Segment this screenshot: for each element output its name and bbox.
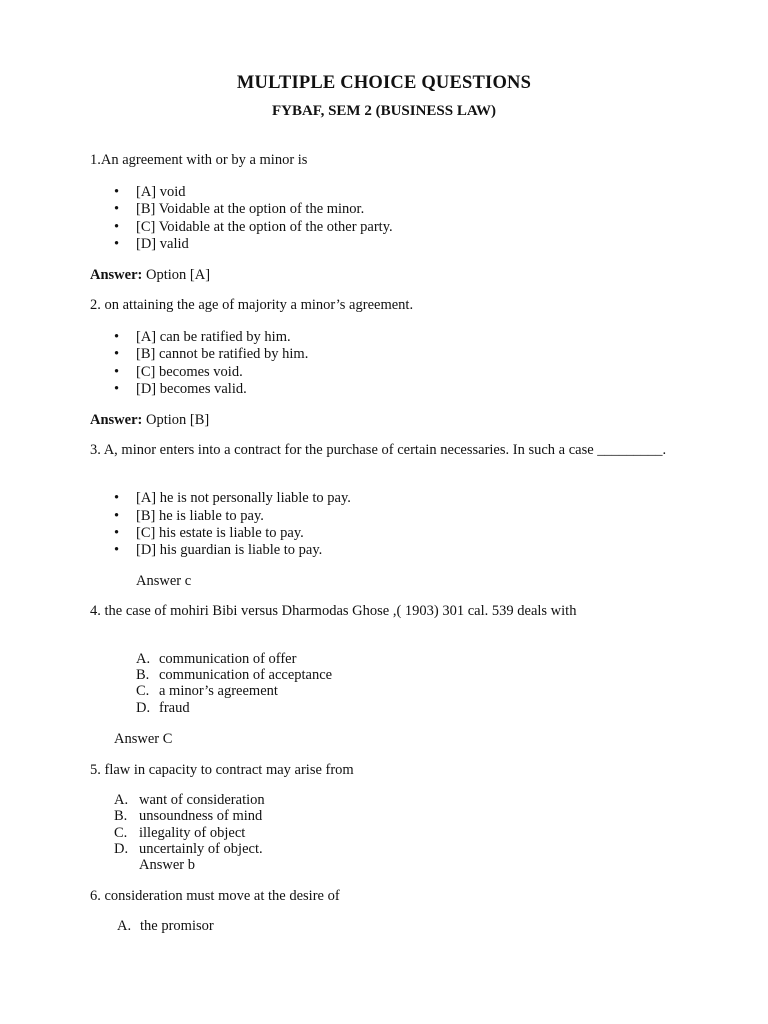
q5-option-b: unsoundness of mind — [139, 808, 263, 824]
q3-option-c: [C] his estate is liable to pay. — [136, 525, 304, 541]
q6-option-letter: A. — [117, 918, 132, 934]
q1-answer-value: Option [A] — [145, 267, 211, 283]
page-subtitle: FYBAF, SEM 2 (BUSINESS LAW) — [271, 103, 497, 119]
q1-option-a: [A] void — [136, 184, 186, 200]
q4-option-a: communication of offer — [159, 651, 297, 667]
q4-option-letter: A. — [136, 651, 151, 667]
q4-option-d: fraud — [159, 700, 190, 716]
q2-option-a: [A] can be ratified by him. — [136, 329, 291, 345]
q1-answer — [90, 267, 210, 284]
q5-option-letter: A. — [114, 792, 129, 808]
question-6-text: 6. consideration must move at the desire of — [90, 888, 340, 904]
q5-option-letter: D. — [114, 841, 129, 857]
bullet-icon: • — [114, 329, 120, 345]
q3-answer: Answer c — [136, 573, 192, 589]
bullet-icon: • — [114, 219, 120, 235]
bullet-icon: • — [114, 201, 120, 217]
q5-option-a: want of consideration — [139, 792, 265, 808]
q4-option-b: communication of acceptance — [159, 667, 333, 683]
q2-option-d: [D] becomes valid. — [136, 381, 247, 397]
bullet-icon: • — [114, 346, 120, 362]
q5-option-d: uncertainly of object. — [139, 841, 263, 857]
bullet-icon: • — [114, 381, 120, 397]
q1-option-b: [B] Voidable at the option of the minor. — [136, 201, 365, 217]
q5-answer: Answer b — [139, 857, 195, 873]
q2-option-b: [B] cannot be ratified by him. — [136, 346, 309, 362]
q4-option-c: a minor’s agreement — [159, 683, 278, 699]
bullet-icon: • — [114, 490, 120, 506]
q5-option-letter: C. — [114, 825, 128, 841]
bullet-icon: • — [114, 508, 120, 524]
question-5-text: 5. flaw in capacity to contract may arise from — [90, 762, 354, 778]
bullet-icon: • — [114, 542, 120, 558]
q4-option-letter: B. — [136, 667, 150, 683]
question-1-text: 1.An agreement with or by a minor is — [90, 152, 308, 168]
q2-answer-value: Option [B] — [145, 412, 210, 428]
question-4-text: 4. the case of mohiri Bibi versus Dharmodas Ghose ,( 1903) 301 cal. 539 deals with — [90, 603, 577, 619]
q4-answer: Answer C — [114, 731, 173, 747]
page-title: MULTIPLE CHOICE QUESTIONS — [236, 73, 532, 93]
q1-option-d: [D] valid — [136, 236, 189, 252]
bullet-icon: • — [114, 364, 120, 380]
q5-option-letter: B. — [114, 808, 128, 824]
q4-option-letter: D. — [136, 700, 151, 716]
q6-option-a: the promisor — [140, 918, 214, 934]
question-2-text: 2. on attaining the age of majority a minor’s agreement. — [90, 297, 414, 313]
q5-option-c: illegality of object — [139, 825, 246, 841]
q3-option-a: [A] he is not personally liable to pay. — [136, 490, 351, 506]
q4-option-letter: C. — [136, 683, 150, 699]
q2-option-c: [C] becomes void. — [136, 364, 243, 380]
q2-answer-label: Answer: — [90, 412, 143, 428]
q3-option-b: [B] he is liable to pay. — [136, 508, 264, 524]
q2-answer — [90, 412, 209, 429]
bullet-icon: • — [114, 184, 120, 200]
q1-answer-label: Answer: — [90, 267, 143, 283]
q3-option-d: [D] his guardian is liable to pay. — [136, 542, 323, 558]
question-3-text: 3. A, minor enters into a contract for the purchase of certain necessaries. In such a case _________. — [90, 442, 667, 458]
q1-option-c: [C] Voidable at the option of the other party. — [136, 219, 393, 235]
bullet-icon: • — [114, 525, 120, 541]
bullet-icon: • — [114, 236, 120, 252]
